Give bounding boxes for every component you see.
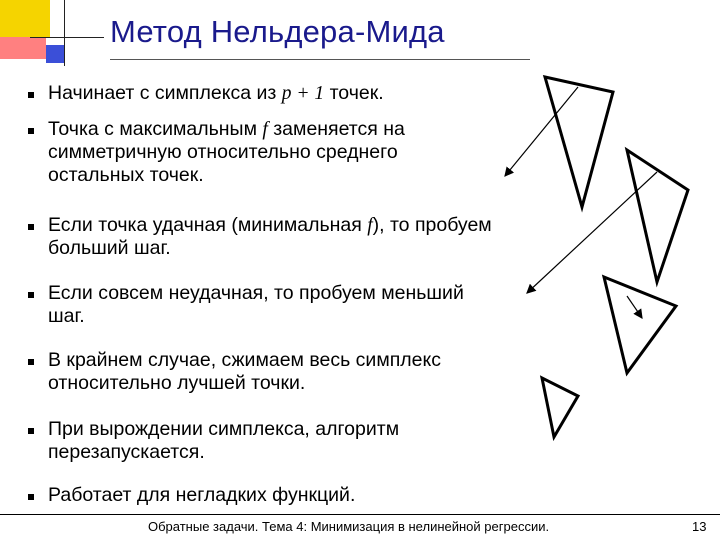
contraction-arrow <box>627 296 642 318</box>
simplex-triangle <box>542 378 578 437</box>
footer-caption: Обратные задачи. Тема 4: Минимизация в нелинейной регрессии. <box>148 519 550 534</box>
page-number: 13 <box>692 519 707 534</box>
footer-divider <box>0 514 720 515</box>
simplex-triangle <box>627 150 688 282</box>
page-title: Метод Нельдера-Мида <box>110 14 445 49</box>
simplex-triangle <box>545 77 613 207</box>
simplex-triangle <box>604 277 676 373</box>
reflection-arrow <box>505 87 578 176</box>
expansion-arrow <box>527 172 657 293</box>
